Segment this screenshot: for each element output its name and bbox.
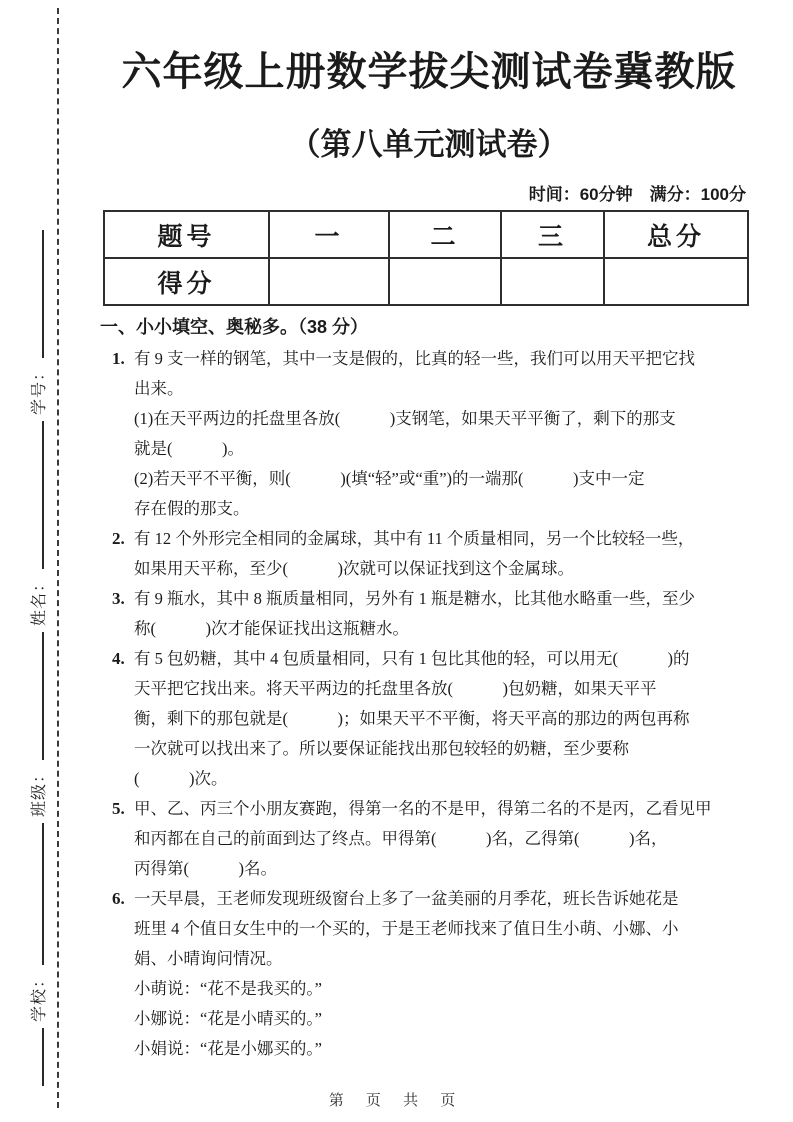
question-line: 如果用天平称，至少( )次就可以保证找到这个金属球。 — [134, 559, 574, 578]
class-label: 班级： — [30, 765, 48, 817]
question-line: 有 5 包奶糖，其中 4 包质量相同，只有 1 包比其他的轻，可以用无( )的 — [134, 649, 690, 668]
question-line: 班里 4 个值日女生中的一个买的，于是王老师找来了值日生小萌、小娜、小 — [134, 919, 679, 938]
question-line: 有 9 支一样的钢笔，其中一支是假的，比真的轻一些，我们可以用天平把它找 — [134, 349, 695, 368]
question-line: (1)在天平两边的托盘里各放( )支钢笔，如果天平平衡了，剩下的那支 — [134, 409, 676, 428]
question-4 — [100, 644, 758, 794]
paper-subtitle: （第八单元测试卷） — [289, 127, 569, 162]
question-4-number: 4. — [112, 649, 125, 668]
question-line: 和丙都在自己的前面到达了终点。甲得第( )名，乙得第( )名， — [134, 829, 668, 848]
question-line: 有 12 个外形完全相同的金属球，其中有 11 个质量相同，另一个比较轻一些， — [134, 529, 695, 548]
question-line: 衡，剩下的那包就是( )；如果天平不平衡，将天平高的那边的两包再称 — [134, 709, 690, 728]
question-line: 就是( )。 — [134, 439, 244, 458]
score-table-header-row — [104, 211, 748, 258]
section-one-heading: 一、小小填空、奥秘多。（38 分） — [100, 317, 369, 337]
question-line: 小娟说：“花是小娜买的。” — [134, 1039, 322, 1058]
student-info-margin — [0, 8, 56, 1108]
page-footer: 第 页 共 页 — [328, 1092, 465, 1109]
question-line: 小萌说：“花不是我买的。” — [134, 979, 322, 998]
question-line: 有 9 瓶水，其中 8 瓶质量相同，另外有 1 瓶是糖水，比其他水略重一些，至少 — [134, 589, 695, 608]
header-total: 总分 — [604, 211, 748, 258]
header-part-three: 三 — [501, 211, 604, 258]
question-5 — [100, 794, 758, 884]
question-line: (2)若天平不平衡，则( )(填“轻”或“重”)的一端那( )支中一定 — [134, 469, 645, 488]
student-id-label: 学号： — [30, 363, 48, 415]
class-fill-line[interactable] — [40, 823, 44, 965]
question-1 — [100, 344, 758, 524]
question-3 — [100, 584, 758, 644]
question-5-number: 5. — [112, 799, 125, 818]
school-fill-line[interactable] — [40, 1028, 44, 1086]
header-question-number: 题号 — [104, 211, 269, 258]
question-line: 丙得第( )名。 — [134, 859, 277, 878]
question-line: 天平把它找出来。将天平两边的托盘里各放( )包奶糖，如果天平平 — [134, 679, 657, 698]
question-line: 小娜说：“花是小晴买的。” — [134, 1009, 322, 1028]
question-line: 一次就可以找出来了。所以要保证能找出那包较轻的奶糖，至少要称 — [134, 739, 629, 758]
student-id-fill-line[interactable] — [40, 421, 44, 569]
question-3-number: 3. — [112, 589, 125, 608]
question-line: ( )次。 — [134, 769, 228, 788]
question-line: 存在假的那支。 — [134, 499, 250, 518]
paper-content — [100, 0, 758, 1064]
question-line: 出来。 — [134, 379, 184, 398]
time-score-info: 时间：60分钟 满分：100分 — [528, 185, 746, 204]
question-line: 娟、小晴询问情况。 — [134, 949, 283, 968]
score-cell-two[interactable] — [389, 258, 501, 305]
question-2-number: 2. — [112, 529, 125, 548]
score-row-label: 得分 — [104, 258, 269, 305]
school-label: 学校： — [30, 970, 48, 1022]
question-6-number: 6. — [112, 889, 125, 908]
score-table — [103, 210, 749, 306]
name-fill-line[interactable] — [40, 632, 44, 760]
question-line: 称( )次才能保证找出这瓶糖水。 — [134, 619, 409, 638]
question-1-number: 1. — [112, 349, 125, 368]
question-line: 一天早晨，王老师发现班级窗台上多了一盆美丽的月季花，班长告诉她花是 — [134, 889, 679, 908]
top-margin-line — [40, 230, 44, 358]
paper-title: 六年级上册数学拔尖测试卷冀教版 — [121, 50, 737, 94]
name-label: 姓名： — [30, 574, 48, 626]
question-2 — [100, 524, 758, 584]
score-cell-one[interactable] — [269, 258, 389, 305]
question-line: 甲、乙、丙三个小朋友赛跑，得第一名的不是甲，得第二名的不是丙，乙看见甲 — [134, 799, 712, 818]
header-part-two: 二 — [389, 211, 501, 258]
score-cell-total[interactable] — [604, 258, 748, 305]
score-cell-three[interactable] — [501, 258, 604, 305]
header-part-one: 一 — [269, 211, 389, 258]
question-6 — [100, 884, 758, 1064]
seal-dashed-line — [57, 8, 59, 1108]
score-table-score-row — [104, 258, 748, 305]
